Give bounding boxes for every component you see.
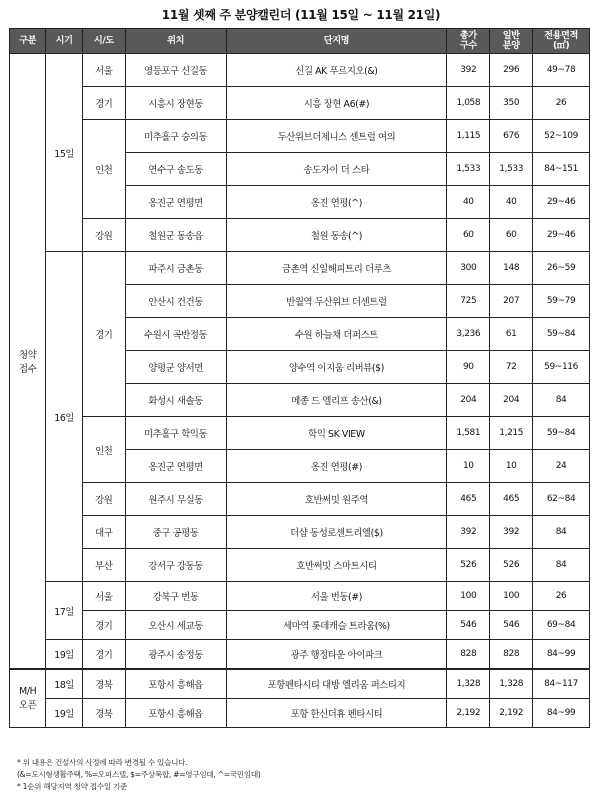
general-sale-cell: 676 xyxy=(490,120,533,153)
region-cell: 경북 xyxy=(82,699,125,728)
total-units-cell: 526 xyxy=(447,549,490,582)
location-cell: 포항시 흥해읍 xyxy=(125,699,226,728)
area-cell: 24 xyxy=(533,450,590,483)
location-cell: 포항시 흥해읍 xyxy=(125,669,226,699)
region-cell: 서울 xyxy=(82,54,125,87)
region-cell: 강원 xyxy=(82,219,125,252)
complex-cell: 세마역 롯데캐슬 트라움(%) xyxy=(226,611,447,640)
location-cell: 강북구 번동 xyxy=(125,582,226,611)
region-cell: 강원 xyxy=(82,483,125,516)
complex-cell: 옹진 연평(^) xyxy=(226,186,447,219)
general-sale-cell: 465 xyxy=(490,483,533,516)
region-cell: 경기 xyxy=(82,87,125,120)
region-cell: 부산 xyxy=(82,549,125,582)
table-row xyxy=(10,549,590,582)
general-sale-cell: 60 xyxy=(490,219,533,252)
total-units-cell: 1,115 xyxy=(447,120,490,153)
location-cell: 원주시 무실동 xyxy=(125,483,226,516)
complex-cell: 포항 한신더휴 펜타시티 xyxy=(226,699,447,728)
page-title: 11월 셋째 주 분양캘린더 (11월 15일 ~ 11월 21일) xyxy=(161,8,441,22)
general-sale-cell: 546 xyxy=(490,611,533,640)
table-row xyxy=(10,582,590,611)
total-units-cell: 10 xyxy=(447,450,490,483)
table-row xyxy=(10,669,590,699)
complex-cell: 메종 드 엘리프 송산(&) xyxy=(226,384,447,417)
header-total-units: 총가 구수 xyxy=(447,29,490,54)
general-sale-cell: 148 xyxy=(490,252,533,285)
day-cell-16: 16일 xyxy=(46,252,82,582)
sale-calendar-table xyxy=(9,28,590,728)
total-units-cell: 828 xyxy=(447,640,490,670)
general-sale-cell: 1,533 xyxy=(490,153,533,186)
complex-cell: 양수역 이지움 리버뷰($) xyxy=(226,351,447,384)
general-sale-cell: 207 xyxy=(490,285,533,318)
header-row xyxy=(10,29,590,54)
region-cell: 인천 xyxy=(82,417,125,483)
location-cell: 안산시 건건동 xyxy=(125,285,226,318)
total-units-cell: 392 xyxy=(447,54,490,87)
area-cell: 84~99 xyxy=(533,699,590,728)
complex-cell: 옹진 연평(#) xyxy=(226,450,447,483)
total-units-cell: 1,328 xyxy=(447,669,490,699)
footnote-basis: * 1순위 해당지역 청약 접수일 기준 xyxy=(17,782,128,791)
area-cell: 59~84 xyxy=(533,417,590,450)
total-units-cell: 1,058 xyxy=(447,87,490,120)
total-units-cell: 465 xyxy=(447,483,490,516)
area-cell: 26~59 xyxy=(533,252,590,285)
total-units-cell: 40 xyxy=(447,186,490,219)
footnote-change: * 위 내용은 건설사의 사정에 따라 변경될 수 있습니다. xyxy=(17,758,188,767)
area-cell: 29~46 xyxy=(533,219,590,252)
complex-cell: 호반써밋 원주역 xyxy=(226,483,447,516)
location-cell: 양평군 양서면 xyxy=(125,351,226,384)
area-cell: 84~151 xyxy=(533,153,590,186)
header-location: 위치 xyxy=(125,29,226,54)
general-sale-cell: 828 xyxy=(490,640,533,670)
area-cell: 26 xyxy=(533,582,590,611)
complex-cell: 포항펜타시티 대방 엘리움 퍼스티지 xyxy=(226,669,447,699)
total-units-cell: 204 xyxy=(447,384,490,417)
total-units-cell: 725 xyxy=(447,285,490,318)
general-sale-cell: 72 xyxy=(490,351,533,384)
area-cell: 84 xyxy=(533,384,590,417)
table-row xyxy=(10,640,590,670)
complex-cell: 학익 SK VIEW xyxy=(226,417,447,450)
location-cell: 옹진군 연평면 xyxy=(125,186,226,219)
complex-cell: 호반써밋 스마트시티 xyxy=(226,549,447,582)
area-cell: 59~79 xyxy=(533,285,590,318)
table-row xyxy=(10,699,590,728)
total-units-cell: 3,236 xyxy=(447,318,490,351)
location-cell: 미추홀구 학익동 xyxy=(125,417,226,450)
complex-cell: 금촌역 신일해피트리 더루츠 xyxy=(226,252,447,285)
table-row xyxy=(10,611,590,640)
area-cell: 84~117 xyxy=(533,669,590,699)
complex-cell: 신길 AK 푸르지오(&) xyxy=(226,54,447,87)
complex-cell: 수원 하늘채 더퍼스트 xyxy=(226,318,447,351)
general-sale-cell: 10 xyxy=(490,450,533,483)
total-units-cell: 90 xyxy=(447,351,490,384)
area-cell: 52~109 xyxy=(533,120,590,153)
header-area: 전용면적 (㎡) xyxy=(533,29,590,54)
location-cell: 수원시 곡반정동 xyxy=(125,318,226,351)
region-cell: 대구 xyxy=(82,516,125,549)
area-cell: 69~84 xyxy=(533,611,590,640)
table-row xyxy=(10,87,590,120)
location-cell: 광주시 송정동 xyxy=(125,640,226,670)
table-row xyxy=(10,417,590,450)
day-cell-17: 17일 xyxy=(46,582,82,640)
general-sale-cell: 204 xyxy=(490,384,533,417)
header-timing: 시기 xyxy=(46,29,82,54)
table-row xyxy=(10,516,590,549)
complex-cell: 시흥 장현 A6(#) xyxy=(226,87,447,120)
header-general-sale: 일반 분양 xyxy=(490,29,533,54)
table-row xyxy=(10,483,590,516)
table-row xyxy=(10,252,590,285)
region-cell: 경기 xyxy=(82,252,125,417)
total-units-cell: 1,533 xyxy=(447,153,490,186)
region-cell: 인천 xyxy=(82,120,125,219)
area-cell: 59~84 xyxy=(533,318,590,351)
category-cell-mh-open: M/H 오픈 xyxy=(10,669,46,728)
area-cell: 84~99 xyxy=(533,640,590,670)
total-units-cell: 300 xyxy=(447,252,490,285)
region-cell: 경북 xyxy=(82,669,125,699)
location-cell: 오산시 세교동 xyxy=(125,611,226,640)
general-sale-cell: 1,215 xyxy=(490,417,533,450)
area-cell: 84 xyxy=(533,549,590,582)
complex-cell: 서울 번동(#) xyxy=(226,582,447,611)
complex-cell: 반월역 두산위브 더센트럴 xyxy=(226,285,447,318)
table-row xyxy=(10,219,590,252)
complex-cell: 송도자이 더 스타 xyxy=(226,153,447,186)
location-cell: 연수구 송도동 xyxy=(125,153,226,186)
total-units-cell: 100 xyxy=(447,582,490,611)
area-cell: 62~84 xyxy=(533,483,590,516)
footnote-legend: (&=도시형생활주택, %=오피스텔, $=주상복합, #=영구임대, ^=국민임대) xyxy=(17,770,261,779)
complex-cell: 두산위브더제니스 센트럴 여의 xyxy=(226,120,447,153)
header-complex: 단지명 xyxy=(226,29,447,54)
complex-cell: 더샵 동성로센트리엘($) xyxy=(226,516,447,549)
total-units-cell: 60 xyxy=(447,219,490,252)
category-cell-subscription: 청약 접수 xyxy=(10,54,46,670)
general-sale-cell: 1,328 xyxy=(490,669,533,699)
day-cell-19: 19일 xyxy=(46,699,82,728)
table-row xyxy=(10,54,590,87)
total-units-cell: 2,192 xyxy=(447,699,490,728)
complex-cell: 광주 행정타운 아이파크 xyxy=(226,640,447,670)
day-cell-19: 19일 xyxy=(46,640,82,670)
location-cell: 옹진군 연평면 xyxy=(125,450,226,483)
location-cell: 미추홀구 숭의동 xyxy=(125,120,226,153)
area-cell: 26 xyxy=(533,87,590,120)
total-units-cell: 392 xyxy=(447,516,490,549)
region-cell: 경기 xyxy=(82,611,125,640)
header-category: 구분 xyxy=(10,29,46,54)
area-cell: 49~78 xyxy=(533,54,590,87)
location-cell: 영등포구 신길동 xyxy=(125,54,226,87)
location-cell: 화성시 새솔동 xyxy=(125,384,226,417)
day-cell-18: 18일 xyxy=(46,669,82,699)
region-cell: 경기 xyxy=(82,640,125,670)
header-region: 시/도 xyxy=(82,29,125,54)
location-cell: 중구 공평동 xyxy=(125,516,226,549)
region-cell: 서울 xyxy=(82,582,125,611)
general-sale-cell: 40 xyxy=(490,186,533,219)
area-cell: 29~46 xyxy=(533,186,590,219)
location-cell: 파주시 금촌동 xyxy=(125,252,226,285)
total-units-cell: 1,581 xyxy=(447,417,490,450)
location-cell: 철원군 동송읍 xyxy=(125,219,226,252)
area-cell: 59~116 xyxy=(533,351,590,384)
general-sale-cell: 296 xyxy=(490,54,533,87)
general-sale-cell: 2,192 xyxy=(490,699,533,728)
general-sale-cell: 392 xyxy=(490,516,533,549)
complex-cell: 철원 동송(^) xyxy=(226,219,447,252)
table-row xyxy=(10,120,590,153)
area-cell: 84 xyxy=(533,516,590,549)
general-sale-cell: 526 xyxy=(490,549,533,582)
day-cell-15: 15일 xyxy=(46,54,82,252)
location-cell: 강서구 강동동 xyxy=(125,549,226,582)
general-sale-cell: 350 xyxy=(490,87,533,120)
location-cell: 시흥시 장현동 xyxy=(125,87,226,120)
total-units-cell: 546 xyxy=(447,611,490,640)
general-sale-cell: 61 xyxy=(490,318,533,351)
general-sale-cell: 100 xyxy=(490,582,533,611)
